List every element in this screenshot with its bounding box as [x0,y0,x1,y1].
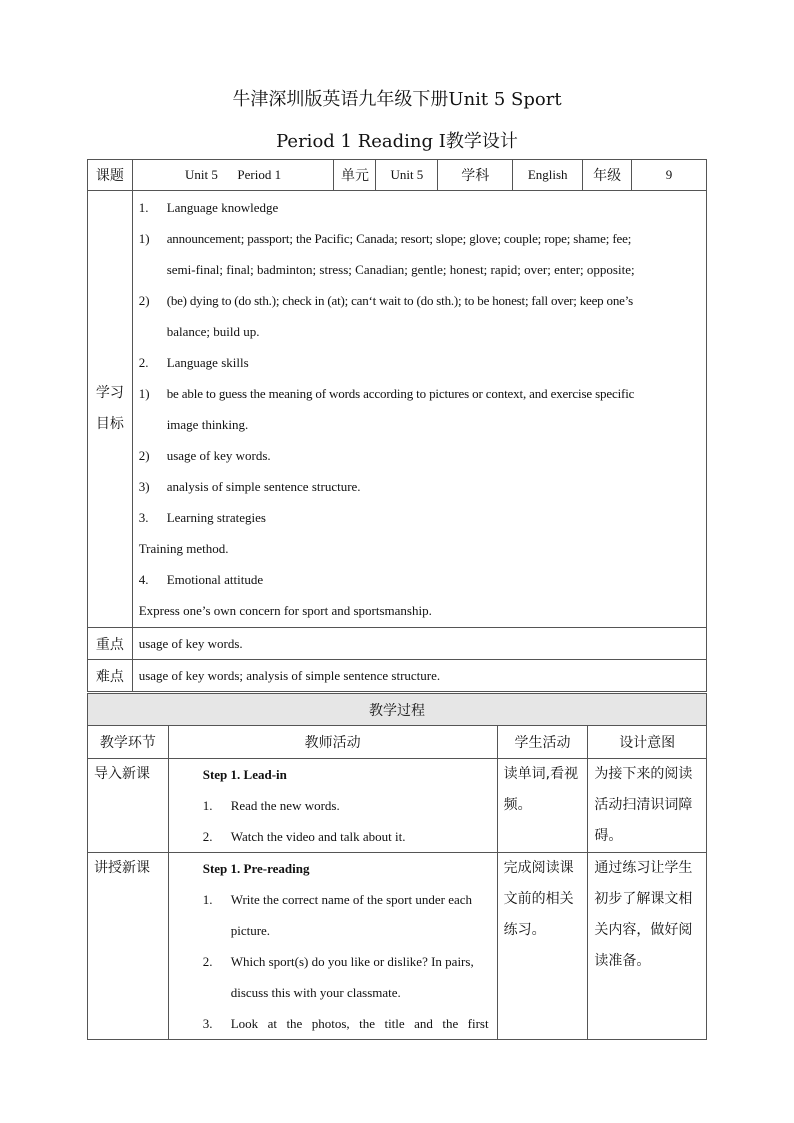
unit-value: Unit 5 [376,160,438,191]
intent-text: 关内容，做好阅 [594,922,693,938]
stage-label: 讲授新课 [94,860,150,876]
student-text: 练习。 [503,922,546,938]
goal-heading: 4. Emotional attitude [138,572,264,587]
process-header-row [88,694,707,726]
goal-heading: 2. Language skills [138,355,249,370]
step-title: Step 1. Lead-in [202,767,287,782]
step-title: Step 1. Pre-reading [202,861,310,876]
goals-row [88,191,707,628]
activity-item: 1. Write the correct name of the sport under each [202,892,473,907]
subject-label: 学科 [438,160,513,191]
process-row-new-lesson [88,853,707,1040]
student-text: 频。 [503,797,532,813]
key-points-value: usage of key words. [132,628,706,660]
activity-item-cont: discuss this with your classmate. [230,985,401,1000]
column-teacher: 教师活动 [168,726,497,759]
goal-item: 1) announcement; passport; the Pacific; Canada; resort; slope; glove; couple; rope; shame; fee; [138,231,632,246]
document-title-line-1: 牛津深圳版英语九年级下册Unit 5 Sport [232,89,562,110]
justified-line: Look at the photos, the title and the first [230,1016,489,1031]
stage-label: 导入新课 [94,766,150,782]
column-stage: 教学环节 [88,726,169,759]
goal-heading: 1. Language knowledge [138,200,279,215]
key-points-row [88,628,707,660]
grade-label: 年级 [583,160,632,191]
goal-text: Training method. [138,541,229,556]
intent-text: 活动扫清识词障 [594,797,693,813]
process-header: 教学过程 [88,694,707,726]
goal-item: 2) usage of key words. [138,448,271,463]
column-intent: 设计意图 [588,726,707,759]
key-points-label: 重点 [88,628,133,660]
teacher-cell [168,759,497,853]
process-columns-row [88,726,707,759]
student-text: 读单词,看视 [503,766,579,782]
intent-text: 初步了解课文相 [594,891,693,907]
student-text: 文前的相关 [503,891,574,907]
activity-item: 2. Watch the video and talk about it. [202,829,406,844]
intent-text: 通过练习让学生 [594,860,693,876]
activity-item: 1. Read the new words. [202,798,340,813]
subject-value: English [513,160,583,191]
student-cell [497,759,588,853]
column-student: 学生活动 [497,726,588,759]
goal-heading: 3. Learning strategies [138,510,266,525]
lesson-info-table [87,159,707,692]
intent-text: 为接下来的阅读 [594,766,693,782]
activity-item-cont: picture. [230,923,271,938]
goal-item-cont: balance; build up. [166,324,260,339]
goals-label-1: 学习 [95,385,124,401]
student-text: 完成阅读课 [503,860,574,876]
process-row-lead-in [88,759,707,853]
intent-text: 碍。 [594,828,623,844]
teaching-process-table [87,693,707,1040]
goal-item: 3) analysis of simple sentence structure. [138,479,361,494]
topic-value: Unit 5 Period 1 [132,160,334,191]
info-row [88,160,707,191]
goal-item: 2) (be) dying to (do sth.); check in (at); can‘t wait to (do sth.); to be honest; fall over; keep one’s [138,293,633,308]
activity-item: 3. Look at the photos, the title and the first [203,1008,489,1039]
teacher-cell [168,853,497,1040]
goal-item-cont: semi-final; final; badminton; stress; Canadian; gentle; honest; rapid; over; enter; opposite; [166,262,635,277]
stage-cell [88,853,169,1040]
goal-text: Express one’s own concern for sport and sportsmanship. [138,603,432,618]
difficult-points-row [88,660,707,692]
goals-content [132,191,706,628]
intent-text: 读准备。 [594,953,651,969]
stage-cell [88,759,169,853]
difficult-points-label: 难点 [88,660,133,692]
intent-cell [588,759,707,853]
difficult-points-value: usage of key words; analysis of simple sentence structure. [132,660,706,692]
document-title-line-2: Period 1 Reading I教学设计 [276,131,518,152]
student-cell [497,853,588,1040]
intent-cell [588,853,707,1040]
goal-item: 1) be able to guess the meaning of words according to pictures or context, and exercise specific [138,386,635,401]
topic-label: 课题 [88,160,133,191]
activity-item: 2. Which sport(s) do you like or dislike? In pairs, [202,954,474,969]
grade-value: 9 [632,160,707,191]
goal-item-cont: image thinking. [166,417,249,432]
goals-label-2: 目标 [95,416,124,432]
goals-label-cell [88,191,133,628]
unit-label: 单元 [334,160,376,191]
